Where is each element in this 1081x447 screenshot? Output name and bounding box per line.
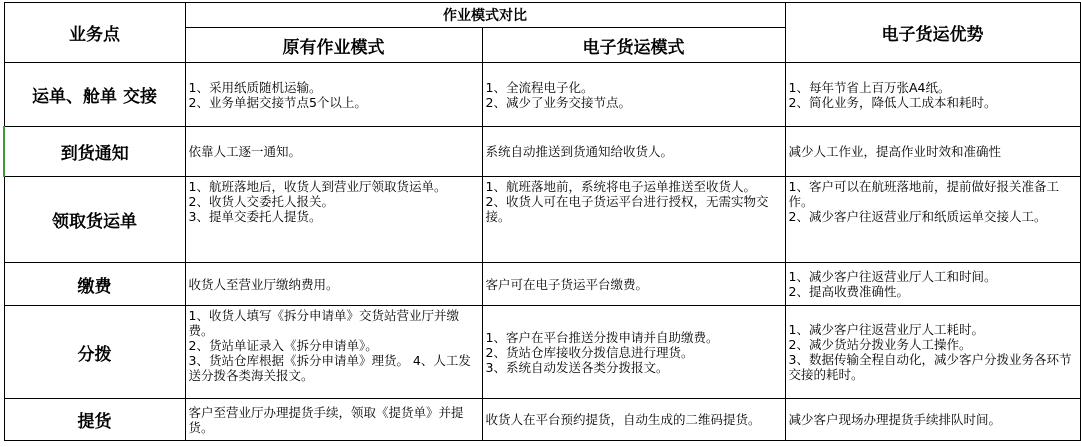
table-row	[4, 306, 1080, 399]
row-electronic: 系统自动推送到货通知给收货人。	[482, 127, 785, 177]
row-advantage: 1、客户可以在航班落地前，提前做好报关准备工作。 2、减少客户往返营业厅和纸质运单交接人工。	[785, 177, 1080, 263]
row-original: 1、采用纸质随机运输。 2、业务单据交接节点5个以上。	[185, 63, 482, 127]
row-category: 分拨	[4, 306, 185, 399]
row-category: 领取货运单	[4, 177, 185, 263]
row-electronic: 客户可在电子货运平台缴费。	[482, 263, 785, 306]
row-original: 1、收货人填写《拆分申请单》交货站营业厅并缴费。 2、货站单证录入《拆分申请单》。 3、货站仓库根据《拆分申请单》理货。 4、人工发送分拨各类海关报文。	[185, 306, 482, 399]
row-advantage: 1、减少客户往返营业厅人工和时间。 2、提高收费准确性。	[785, 263, 1080, 306]
header-electronic-mode: 电子货运模式	[482, 28, 785, 63]
table-row	[4, 263, 1080, 306]
header-original-mode: 原有作业模式	[185, 28, 482, 63]
row-category: 运单、舱单 交接	[4, 63, 185, 127]
table-row	[4, 63, 1080, 127]
row-original: 1、航班落地后，收货人到营业厅领取货运单。 2、收货人交委托人报关。 3、提单交委托人提货。	[185, 177, 482, 263]
row-category: 到货通知	[4, 127, 185, 177]
header-advantage: 电子货运优势	[785, 3, 1080, 63]
row-electronic: 收货人在平台预约提货，自动生成的二维码提货。	[482, 399, 785, 441]
row-original: 依靠人工逐一通知。	[185, 127, 482, 177]
row-original: 客户至营业厅办理提货手续，领取《提货单》并提货。	[185, 399, 482, 441]
row-electronic: 1、全流程电子化。 2、减少了业务交接节点。	[482, 63, 785, 127]
row-original: 收货人至营业厅缴纳费用。	[185, 263, 482, 306]
comparison-table	[3, 2, 1081, 441]
row-electronic: 1、客户在平台推送分拨申请并自助缴费。 2、货站仓库接收分拨信息进行理货。 3、系统自动发送各类分拨报文。	[482, 306, 785, 399]
row-category: 缴费	[4, 263, 185, 306]
header-mode-comparison: 作业模式对比	[185, 3, 785, 28]
table-row	[4, 177, 1080, 263]
table-row	[4, 399, 1080, 441]
row-advantage: 1、每年节省上百万张A4纸。 2、简化业务，降低人工成本和耗时。	[785, 63, 1080, 127]
row-advantage: 减少人工作业，提高作业时效和准确性	[785, 127, 1080, 177]
table-row	[4, 127, 1080, 177]
row-advantage: 1、减少客户往返营业厅人工耗时。 2、减少货站分拨业务人工操作。 3、数据传输全程自动化，减少客户分拨业务各环节交接的耗时。	[785, 306, 1080, 399]
header-business-point: 业务点	[4, 3, 185, 63]
row-electronic: 1、航班落地前，系统将电子运单推送至收货人。 2、收货人可在电子货运平台进行授权，无需实物交接。	[482, 177, 785, 263]
row-advantage: 减少客户现场办理提货手续排队时间。	[785, 399, 1080, 441]
row-category: 提货	[4, 399, 185, 441]
